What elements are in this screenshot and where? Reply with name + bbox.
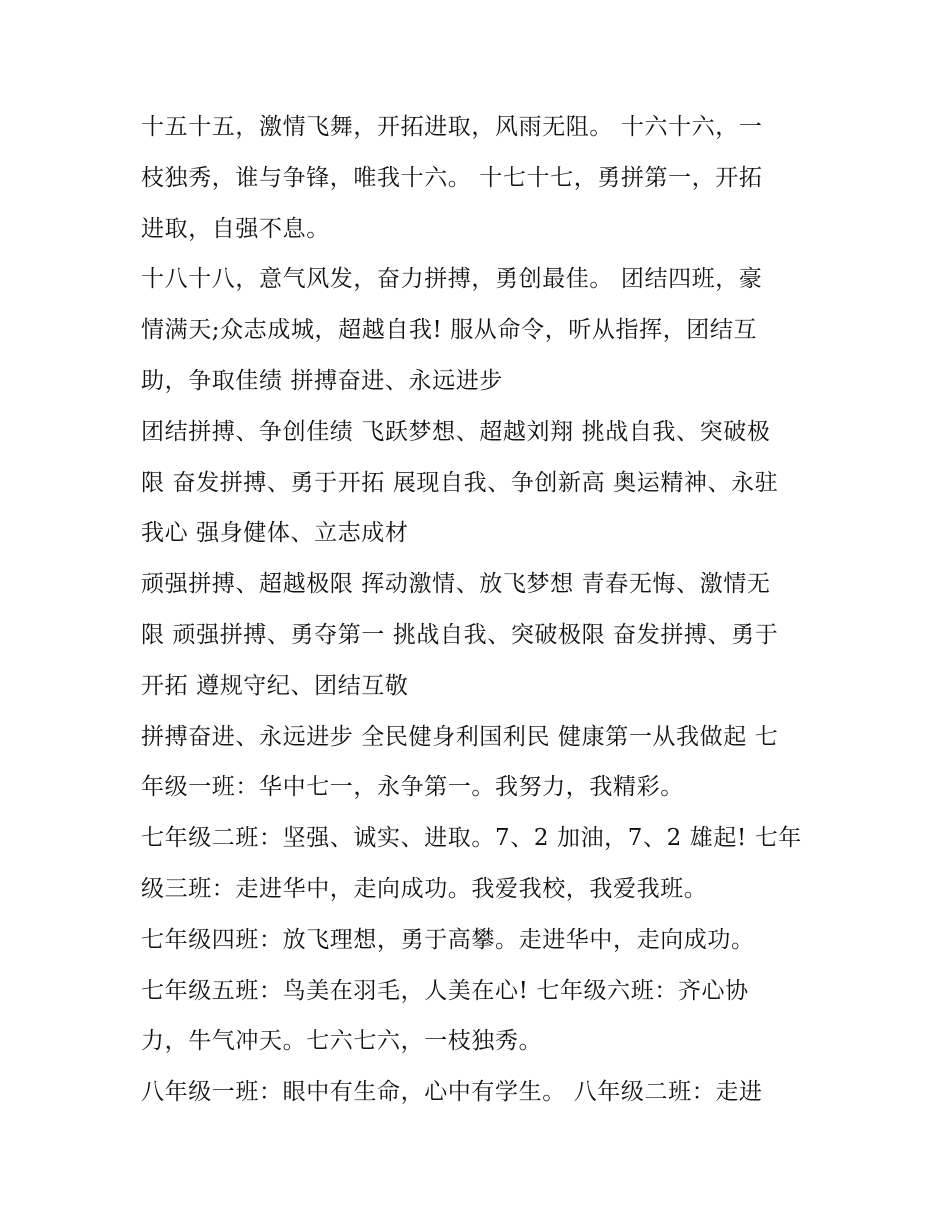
text-line: 八年级一班：眼中有生命，心中有学生。 八年级二班：走进	[141, 1079, 763, 1106]
paragraph-2	[141, 254, 811, 406]
text-line: 情满天;众志成城，超越自我! 服从命令，听从指挥，团结互	[141, 317, 758, 344]
text-line: 级三班：走进华中，走向成功。我爱我校，我爱我班。	[141, 875, 708, 902]
text-line: 限 奋发拼搏、勇于开拓 展现自我、争创新高 奥运精神、永驻	[141, 469, 779, 496]
text-line: 七年级四班：放飞理想，勇于高攀。走进华中，走向成功。	[141, 926, 755, 953]
text-line: 七年级二班：坚强、诚实、进取。7、2 加油，7、2 雄起! 七年	[141, 825, 802, 852]
text-line: 进取，自强不息。	[141, 215, 330, 242]
paragraph-6	[141, 813, 811, 915]
text-line: 年级一班：华中七一，永争第一。我努力，我精彩。	[141, 774, 684, 801]
paragraph-1	[141, 102, 811, 254]
paragraph-8	[141, 966, 811, 1068]
text-line: 力，牛气冲天。七六七六，一枝独秀。	[141, 1028, 543, 1055]
text-line: 开拓 遵规守纪、团结互敬	[141, 672, 409, 699]
text-line: 枝独秀，谁与争锋，唯我十六。 十七十七，勇拼第一，开拓	[141, 164, 763, 191]
text-line: 团结拼搏、争创佳绩 飞跃梦想、超越刘翔 挑战自我、突破极	[141, 418, 771, 445]
text-line: 我心 强身健体、立志成材	[141, 520, 409, 547]
text-line: 限 顽强拼搏、勇夺第一 挑战自我、突破极限 奋发拼搏、勇于	[141, 621, 779, 648]
text-line: 十八十八，意气风发，奋力拼搏，勇创最佳。 团结四班，豪	[141, 266, 763, 293]
document-body	[141, 102, 811, 1118]
paragraph-9	[141, 1067, 811, 1118]
text-line: 助，争取佳绩 拼搏奋进、永远进步	[141, 367, 503, 394]
text-line: 拼搏奋进、永远进步 全民健身利国利民 健康第一从我做起 七	[141, 723, 779, 750]
paragraph-7	[141, 915, 811, 966]
paragraph-5	[141, 712, 811, 814]
paragraph-4	[141, 559, 811, 711]
text-line: 十五十五，激情飞舞，开拓进取，风雨无阻。 十六十六，一	[141, 114, 763, 140]
text-line: 顽强拼搏、超越极限 挥动激情、放飞梦想 青春无悔、激情无	[141, 571, 771, 598]
paragraph-3	[141, 407, 811, 559]
text-line: 七年级五班：鸟美在羽毛，人美在心! 七年级六班：齐心协	[141, 977, 749, 1004]
